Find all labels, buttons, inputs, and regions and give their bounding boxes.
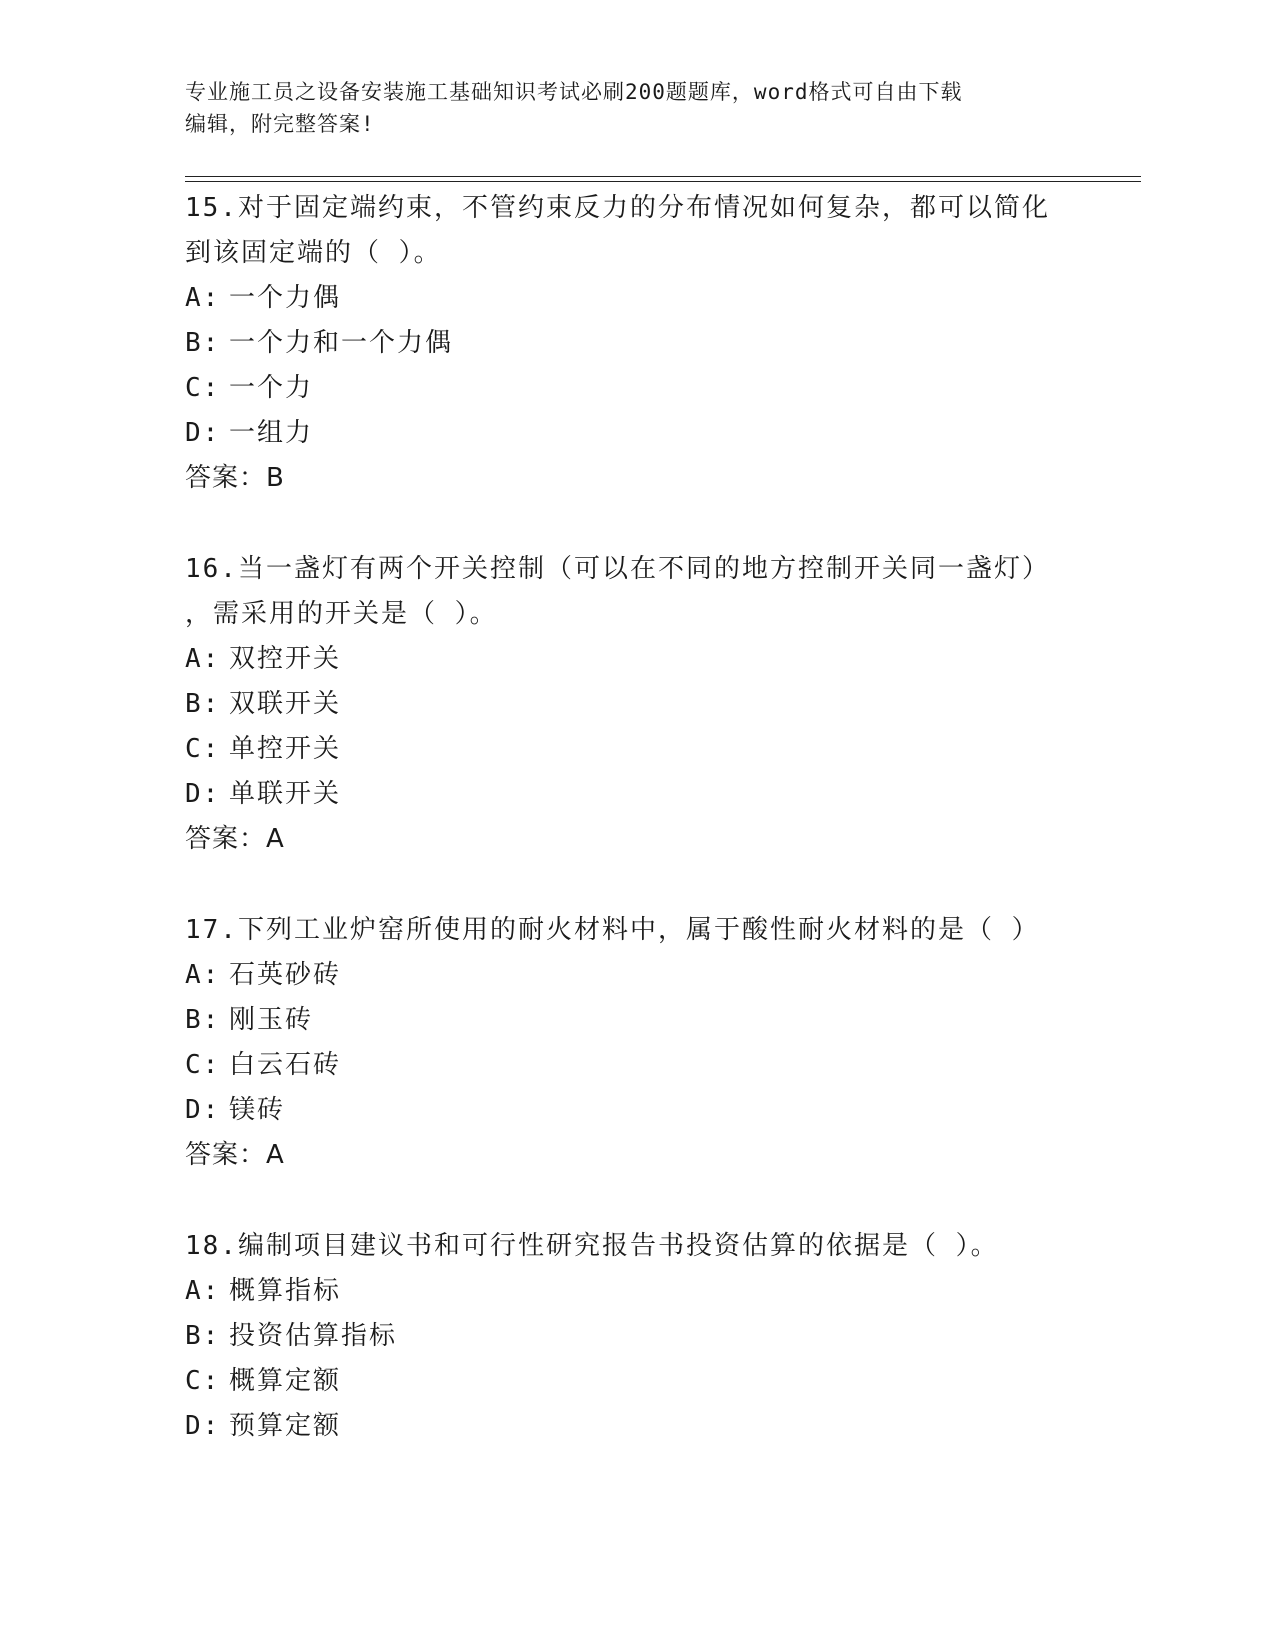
answer-line: 答案：A (185, 1140, 285, 1170)
option-key: B: (185, 1321, 221, 1351)
option-b (185, 321, 1085, 366)
question-stem-line-2: 到该固定端的（ ）。 (185, 238, 442, 268)
option-key: D: (185, 1095, 221, 1125)
question-stem-line-1: 15.对于固定端约束，不管约束反力的分布情况如何复杂，都可以简化 (185, 193, 1050, 223)
option-b (185, 1314, 1085, 1359)
option-key: A: (185, 960, 221, 990)
option-d (185, 1404, 1085, 1449)
option-text: 预算定额 (229, 1411, 342, 1441)
option-c (185, 727, 1085, 772)
option-text: 双联开关 (229, 689, 342, 719)
header-divider-bottom (185, 181, 1141, 182)
header-line-1: 专业施工员之设备安装施工基础知识考试必刷200题题库，word格式可自由下载 (185, 80, 963, 104)
question-stem-line-1: 16.当一盏灯有两个开关控制（可以在不同的地方控制开关同一盏灯） (185, 554, 1050, 584)
option-text: 投资估算指标 (229, 1321, 398, 1351)
option-text: 一个力偶 (229, 283, 342, 313)
option-text: 一组力 (229, 418, 314, 448)
option-text: 白云石砖 (229, 1050, 342, 1080)
option-c (185, 1359, 1085, 1404)
answer-line: 答案：B (185, 463, 285, 493)
option-a (185, 276, 1085, 321)
option-key: C: (185, 373, 221, 403)
option-key: D: (185, 1411, 221, 1441)
option-a (185, 637, 1085, 682)
option-c (185, 366, 1085, 411)
option-b (185, 682, 1085, 727)
option-text: 一个力和一个力偶 (229, 328, 454, 358)
header-divider-top (185, 176, 1141, 177)
document-header (185, 76, 1085, 140)
option-key: D: (185, 418, 221, 448)
option-text: 概算定额 (229, 1366, 342, 1396)
option-text: 刚玉砖 (229, 1005, 314, 1035)
option-text: 单控开关 (229, 734, 342, 764)
option-a (185, 1269, 1085, 1314)
question-stem-line-2: ，需采用的开关是（ ）。 (185, 599, 498, 629)
option-key: B: (185, 1005, 221, 1035)
header-line-2: 编辑，附完整答案! (185, 112, 375, 136)
question-stem-line-1: 17.下列工业炉窑所使用的耐火材料中，属于酸性耐火材料的是（ ） (185, 915, 1040, 945)
answer-line: 答案：A (185, 824, 285, 854)
option-c (185, 1043, 1085, 1088)
option-text: 镁砖 (229, 1095, 286, 1125)
option-d (185, 772, 1085, 817)
option-key: C: (185, 1366, 221, 1396)
option-key: A: (185, 644, 221, 674)
option-d (185, 411, 1085, 456)
option-key: A: (185, 1276, 221, 1306)
option-d (185, 1088, 1085, 1133)
question-17 (185, 908, 1085, 1178)
option-b (185, 998, 1085, 1043)
question-15 (185, 186, 1085, 501)
option-text: 单联开关 (229, 779, 342, 809)
option-key: A: (185, 283, 221, 313)
option-key: C: (185, 1050, 221, 1080)
option-key: B: (185, 328, 221, 358)
option-key: C: (185, 734, 221, 764)
question-18 (185, 1224, 1085, 1449)
option-text: 概算指标 (229, 1276, 342, 1306)
question-16 (185, 547, 1085, 862)
option-text: 石英砂砖 (229, 960, 342, 990)
option-text: 一个力 (229, 373, 314, 403)
option-key: D: (185, 779, 221, 809)
option-a (185, 953, 1085, 998)
question-stem-line-1: 18.编制项目建议书和可行性研究报告书投资估算的依据是（ ）。 (185, 1231, 999, 1261)
option-key: B: (185, 689, 221, 719)
option-text: 双控开关 (229, 644, 342, 674)
